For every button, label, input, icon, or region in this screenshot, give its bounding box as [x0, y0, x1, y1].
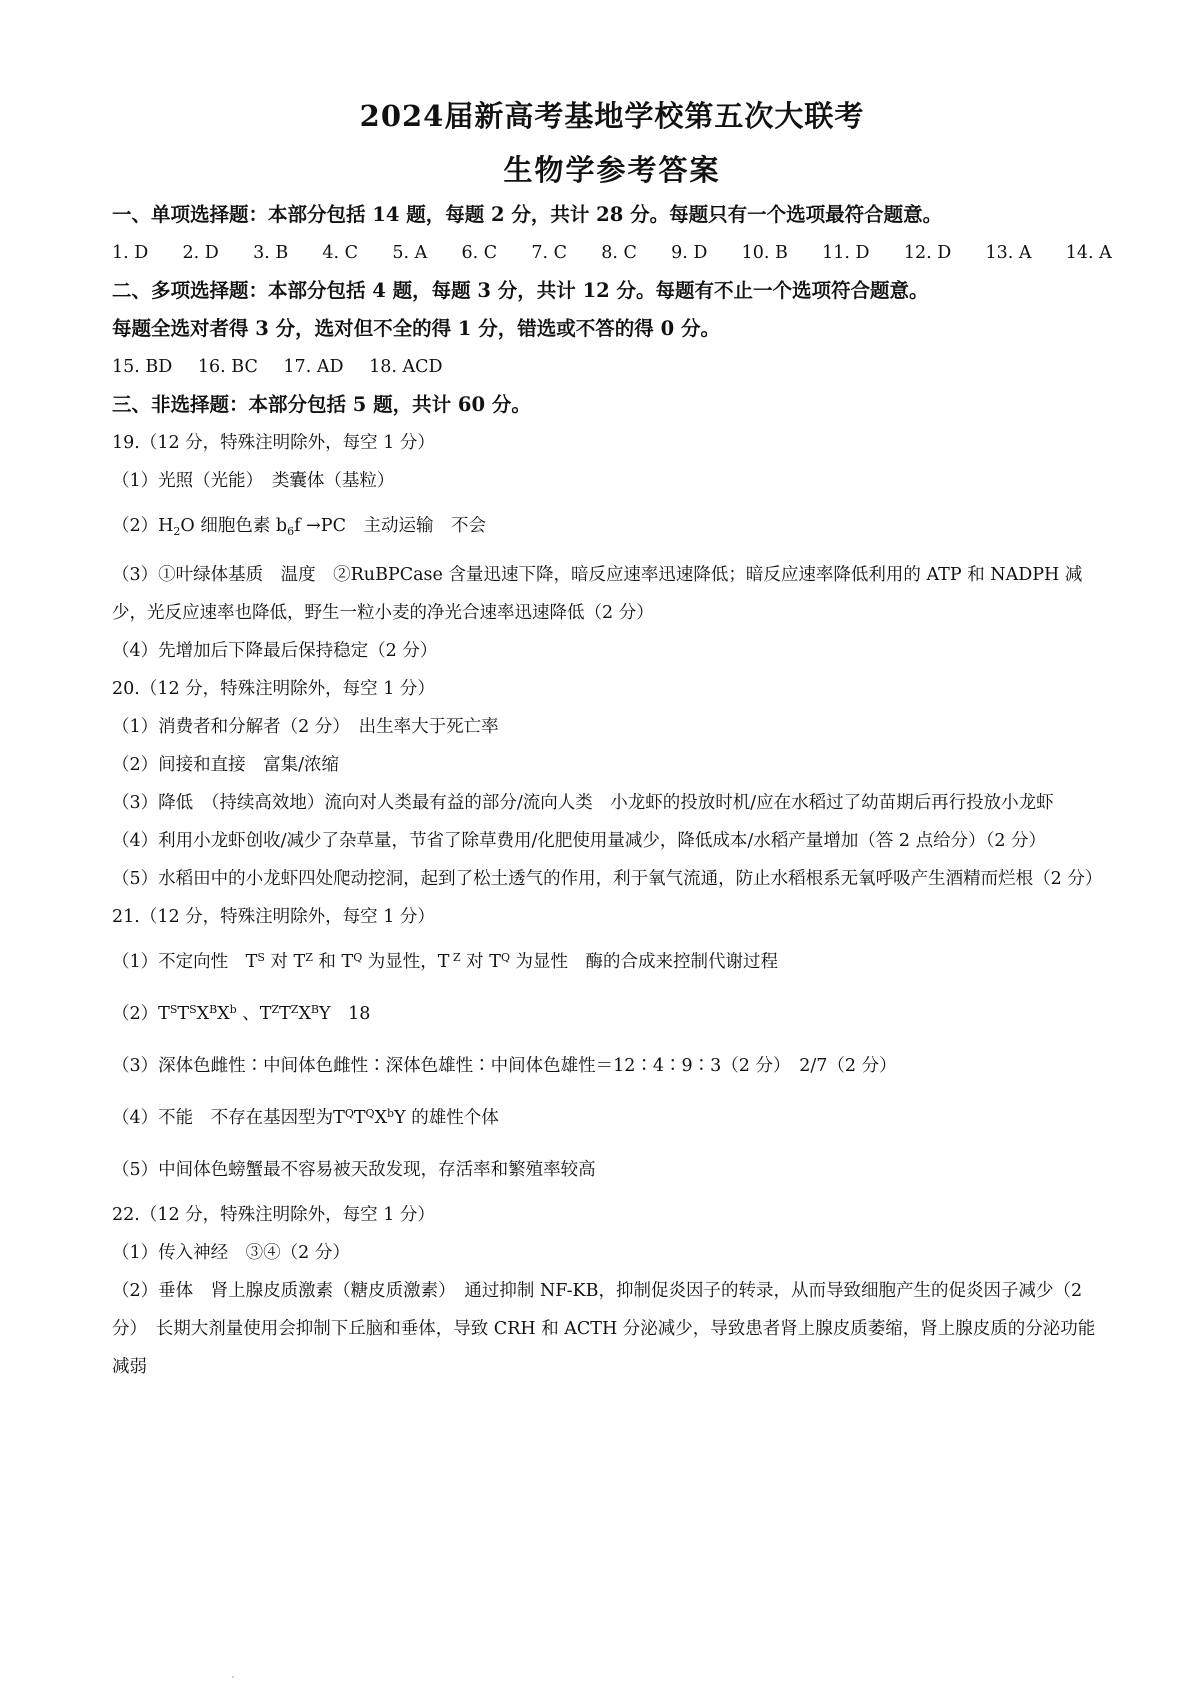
- section2-answers: [112, 348, 1112, 386]
- allele-superscript: Q: [353, 951, 363, 964]
- section1-answers: [112, 234, 1112, 272]
- q20-part5: （5）水稻田中的小龙虾四处爬动挖洞，起到了松土透气的作用，利于氧气流通，防止水稻根系无氧呼吸产生酒精而烂根（2 分）: [112, 869, 1103, 889]
- gene-symbol: X: [374, 1108, 388, 1128]
- q22-part2: （2）垂体 肾上腺皮质激素（糖皮质激素） 通过抑制 NF-KB，抑制促炎因子的转录，从而导致细胞产生的促炎因子减少（2 分） 长期大剂量使用会抑制下丘脑和垂体，导致 CRH 和 ACTH 分泌减少，导致患者肾上腺皮质萎缩，肾上腺皮质的分泌功能减弱: [112, 1281, 1096, 1377]
- q19-header: 19.（12 分，特殊注明除外，每空 1 分）: [112, 433, 435, 453]
- allele-superscript: Q: [500, 951, 510, 964]
- answer-text: f →PC 主动运输 不会: [294, 516, 486, 536]
- separator: 、: [236, 1004, 260, 1024]
- q20-part2: （2）间接和直接 富集/浓缩: [112, 755, 340, 775]
- answer-item: 14. A: [1065, 243, 1112, 263]
- answer-item: 3. B: [253, 243, 289, 263]
- section2-heading-line1: 二、多项选择题：本部分包括 4 题，每题 3 分，共计 12 分。每题有不止一个选项符合题意。: [112, 279, 929, 302]
- allele-superscript: Q: [365, 1107, 375, 1120]
- section1-heading: 一、单项选择题：本部分包括 14 题，每题 2 分，共计 28 分。每题只有一个选项最符合题意。: [112, 203, 943, 226]
- answer-item: 1. D: [112, 243, 149, 263]
- answer-text: 的雄性个体: [405, 1108, 499, 1128]
- answer-item: 10. B: [741, 243, 788, 263]
- gene-symbol: T: [158, 1004, 170, 1024]
- section3-heading: 三、非选择题：本部分包括 5 题，共计 60 分。: [112, 393, 531, 416]
- q20-part1: （1）消费者和分解者（2 分） 出生率大于死亡率: [112, 717, 499, 737]
- formula-text: O 细胞色素 b: [180, 516, 288, 536]
- q22-header: 22.（12 分，特殊注明除外，每空 1 分）: [112, 1205, 435, 1225]
- answer-item: 17. AD: [283, 357, 344, 377]
- gene-symbol: T: [489, 952, 501, 972]
- formula-subscript: 2: [173, 525, 181, 538]
- answer-item: 11. D: [822, 243, 870, 263]
- q20-header: 20.（12 分，特殊注明除外，每空 1 分）: [112, 679, 435, 699]
- q22-part1: （1）传入神经 ③④（2 分）: [112, 1243, 350, 1263]
- gene-symbol: T: [245, 952, 258, 972]
- document-title: 2024届新高考基地学校第五次大联考: [359, 99, 865, 133]
- answer-text: 对: [264, 952, 294, 972]
- answer-item: 12. D: [903, 243, 952, 263]
- gene-symbol: T: [353, 1108, 366, 1128]
- section2-heading-line2: 每题全选对者得 3 分，选对但不全的得 1 分，错选或不答的得 0 分。: [112, 317, 720, 340]
- q20-part3: （3）降低 （持续高效地）流向对人类最有益的部分/流向人类 小龙虾的投放时机/应在水稻过了幼苗期后再行投放小龙虾: [112, 793, 1054, 813]
- gene-symbol: T: [279, 1004, 291, 1024]
- allele-superscript: B: [310, 1003, 320, 1016]
- gene-symbol: X: [196, 1004, 210, 1024]
- allele-superscript: B: [209, 1003, 218, 1016]
- gene-symbol: Y: [319, 1004, 331, 1024]
- gene-symbol: T: [177, 1004, 190, 1024]
- answer-text: 对: [460, 952, 490, 972]
- answer-text: （1）不定向性: [112, 952, 246, 972]
- answer-item: 13. A: [985, 243, 1032, 263]
- q21-part5: （5）中间体色螃蟹最不容易被天敌发现，存活率和繁殖率较高: [112, 1160, 596, 1180]
- answer-item: 9. D: [671, 243, 708, 263]
- allele-superscript: Z: [290, 1003, 299, 1016]
- gene-symbol: T: [293, 952, 306, 972]
- q21-part1: [112, 936, 1112, 988]
- part-label: （2）: [112, 516, 159, 536]
- answer-sheet: [112, 96, 1112, 1386]
- q19-part1: （1）光照（光能） 类囊体（基粒）: [112, 471, 395, 491]
- q21-part2: [112, 988, 1112, 1040]
- allele-superscript: S: [169, 1003, 178, 1016]
- answer-item: 16. BC: [197, 357, 258, 377]
- allele-superscript: Z: [449, 951, 461, 964]
- gene-symbol: T: [437, 952, 450, 972]
- gene-symbol: T: [259, 1004, 272, 1024]
- answer-item: 15. BD: [112, 357, 173, 377]
- q19-part2: [112, 500, 1112, 552]
- answer-text: 为显性 酶的合成来控制代谢过程: [509, 952, 779, 972]
- formula-subscript: 6: [287, 525, 295, 538]
- answer-item: 7. C: [531, 243, 567, 263]
- q19-part4: （4）先增加后下降最后保持稳定（2 分）: [112, 641, 438, 661]
- answer-text: 和: [312, 952, 342, 972]
- answer-text: （4）不能 不存在基因型为: [112, 1108, 334, 1128]
- q19-part3: （3）①叶绿体基质 温度 ②RuBPCase 含量迅速下降，暗反应速率迅速降低；暗反应速率降低利用的 ATP 和 NADPH 减少，光反应速率也降低，野生一粒小麦的净光合速率迅速降低（2 分）: [112, 565, 1083, 623]
- part-label: （2）: [112, 1004, 159, 1024]
- answer-item: 4. C: [322, 243, 359, 263]
- q21-header: 21.（12 分，特殊注明除外，每空 1 分）: [112, 907, 435, 927]
- gene-symbol: X: [217, 1004, 230, 1024]
- q21-part3: （3）深体色雌性∶中间体色雌性∶深体色雄性∶中间体色雄性＝12∶4∶9∶3（2 分） 2/7（2 分）: [112, 1056, 897, 1076]
- answer-item: 6. C: [461, 243, 498, 263]
- gene-symbol: T: [333, 1108, 345, 1128]
- page-speck: [232, 1676, 234, 1678]
- answer-text: 18: [330, 1004, 371, 1024]
- allele-superscript: b: [387, 1107, 395, 1120]
- document-subtitle: 生物学参考答案: [503, 153, 721, 187]
- allele-superscript: Z: [271, 1003, 280, 1016]
- allele-superscript: b: [229, 1003, 237, 1016]
- gene-symbol: X: [298, 1004, 311, 1024]
- q20-part4: （4）利用小龙虾创收/减少了杂草量，节省了除草费用/化肥使用量减少，降低成本/水稻产量增加（答 2 点给分）（2 分）: [112, 831, 1047, 851]
- allele-superscript: Z: [305, 951, 313, 964]
- answer-item: 2. D: [182, 243, 219, 263]
- answer-text: 为显性，: [362, 952, 438, 972]
- allele-superscript: Q: [344, 1107, 354, 1120]
- gene-symbol: Y: [394, 1108, 406, 1128]
- answer-item: 5. A: [392, 243, 428, 263]
- allele-superscript: S: [257, 951, 265, 964]
- answer-item: 8. C: [601, 243, 637, 263]
- q21-part4: [112, 1092, 1112, 1144]
- allele-superscript: S: [189, 1003, 197, 1016]
- formula-text: H: [158, 516, 174, 536]
- answer-item: 18. ACD: [369, 357, 443, 377]
- gene-symbol: T: [341, 952, 354, 972]
